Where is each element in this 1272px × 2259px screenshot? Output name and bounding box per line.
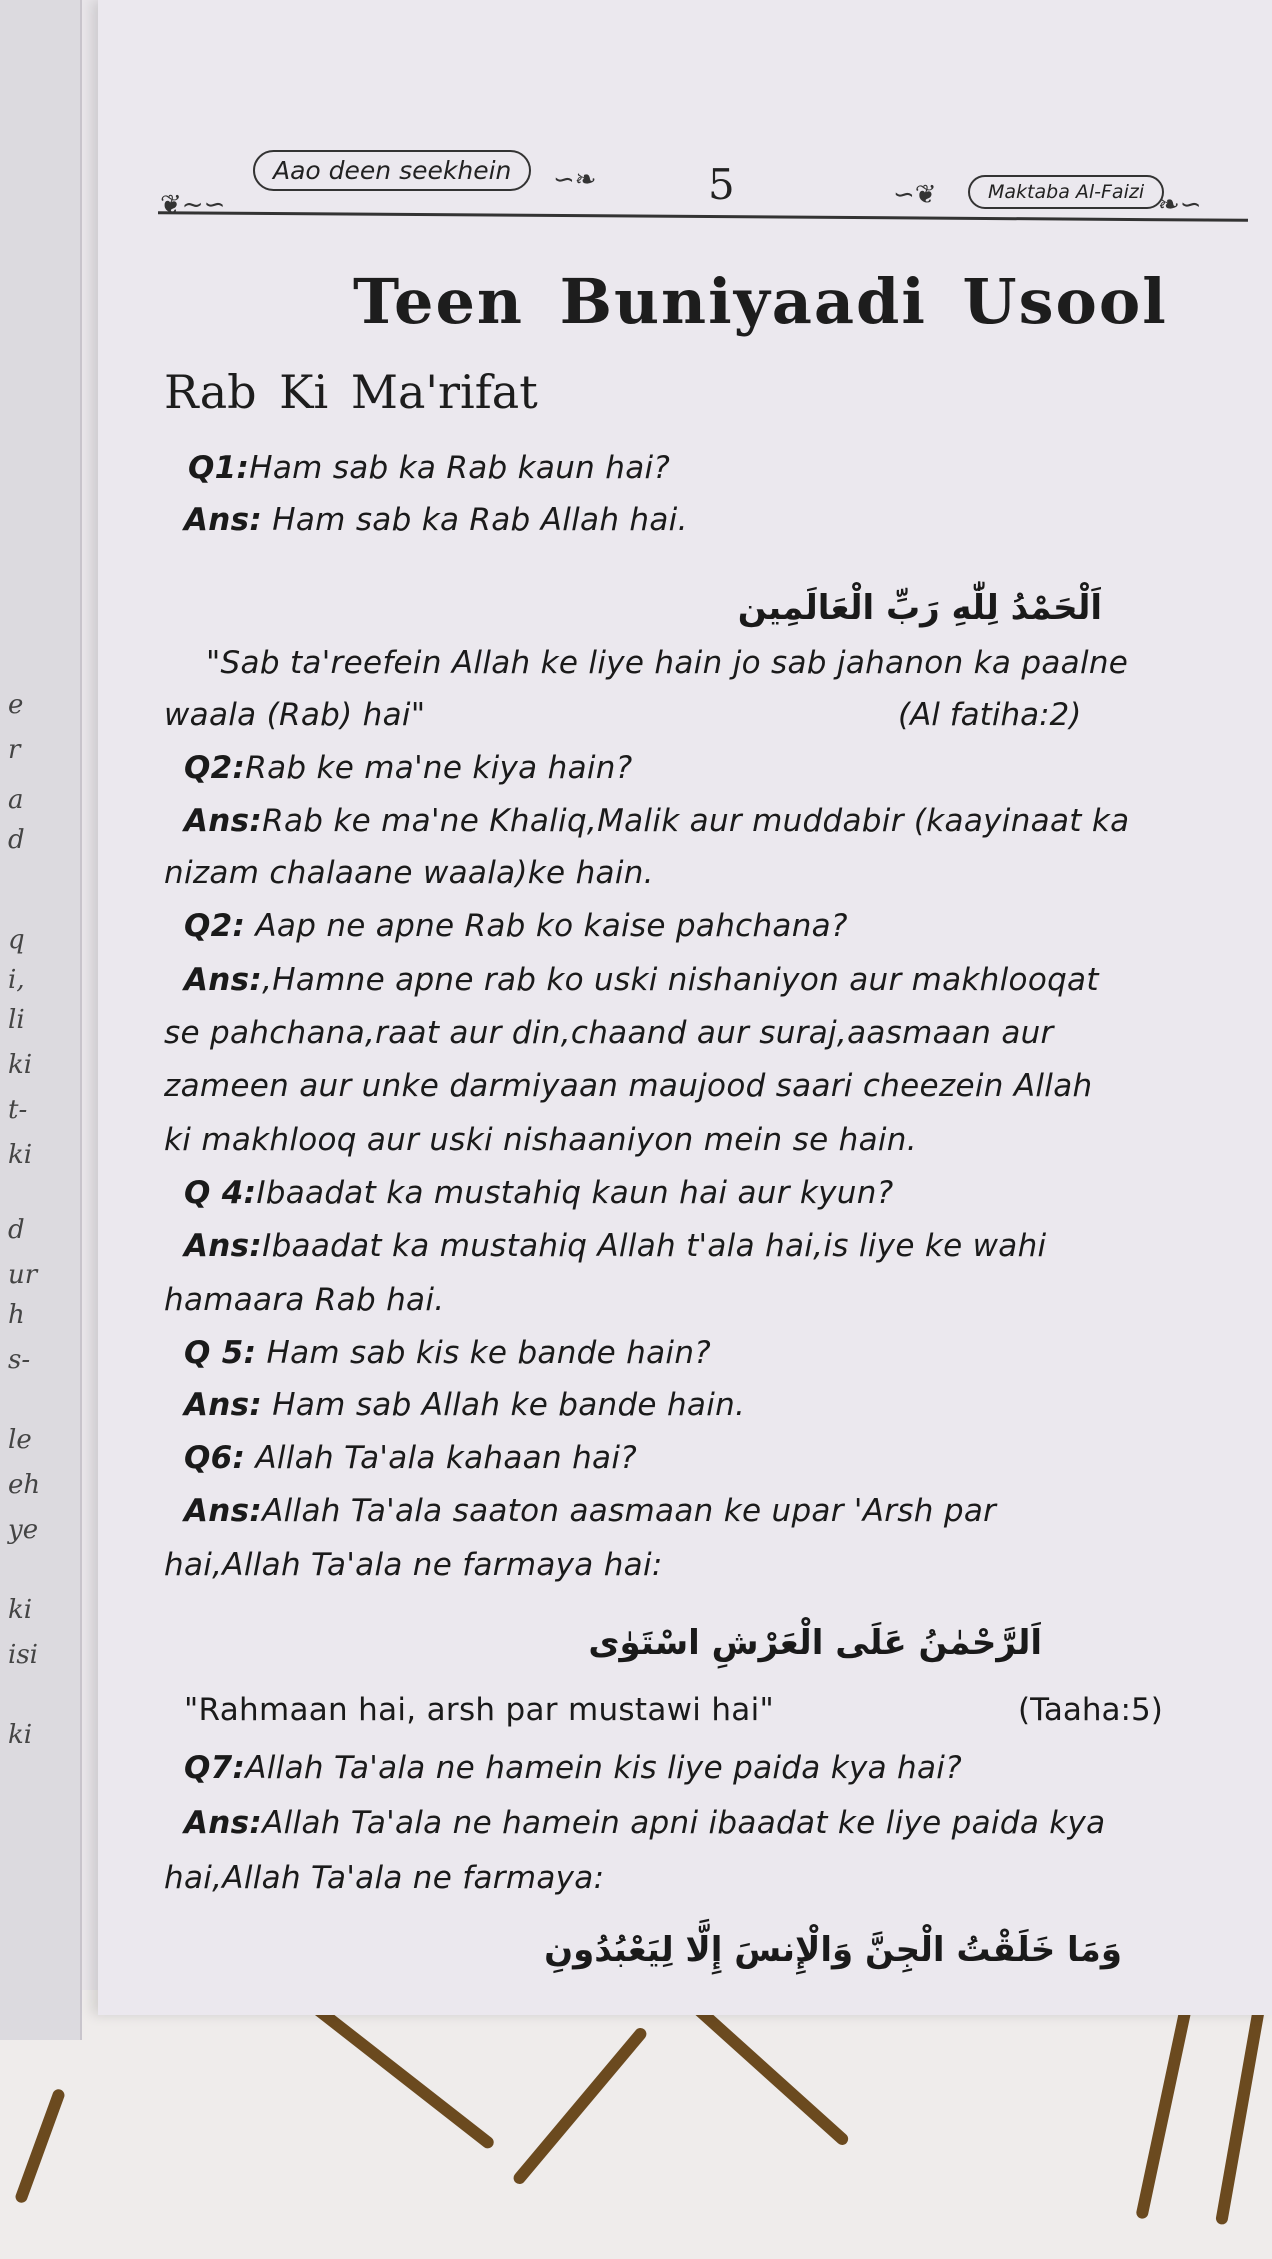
left-page-fragment: isi bbox=[8, 1640, 38, 1670]
question-label: Q 4: bbox=[184, 1175, 257, 1211]
book-page bbox=[98, 0, 1272, 2015]
answer-3 bbox=[184, 962, 1099, 998]
gold-pattern-stroke bbox=[14, 2088, 66, 2205]
left-page-fragment: r bbox=[8, 735, 21, 765]
answer-2 bbox=[184, 803, 1129, 839]
left-page-fragment: li bbox=[8, 1005, 25, 1035]
left-page-fragment: d bbox=[8, 825, 25, 855]
header-publisher: Maktaba Al-Faizi bbox=[968, 175, 1164, 209]
left-facing-page bbox=[0, 0, 82, 2040]
question-text: Allah Ta'ala ne hamein kis liye paida kya hai? bbox=[245, 1750, 962, 1786]
section-heading: Rab Ki Ma'rifat bbox=[164, 365, 538, 419]
table-surface bbox=[0, 1990, 1272, 2259]
question-label: Q2: bbox=[184, 750, 246, 786]
answer-label: Ans: bbox=[184, 1493, 263, 1529]
left-page-fragment: q bbox=[8, 925, 25, 955]
question-text: Ham sab kis ke bande hain? bbox=[256, 1335, 712, 1371]
question-6 bbox=[184, 1440, 637, 1476]
arabic-verse: اَلْحَمْدُ لِلّٰهِ رَبِّ الْعَالَمِين bbox=[737, 588, 1102, 628]
left-page-fragment: ki bbox=[8, 1595, 33, 1625]
left-page-fragment: eh bbox=[8, 1470, 41, 1500]
answer-label: Ans: bbox=[184, 1228, 263, 1264]
question-4 bbox=[184, 1175, 893, 1211]
question-1 bbox=[188, 450, 670, 486]
header-flourish-icon: ∽❧ bbox=[553, 165, 597, 195]
answer-label: Ans: bbox=[184, 962, 263, 998]
answer-1 bbox=[184, 502, 688, 538]
header-flourish-icon: ❧∽ bbox=[1158, 190, 1202, 220]
answer-text: zameen aur unke darmiyaan maujood saari cheezein Allah bbox=[164, 1068, 1093, 1104]
answer-text: Ham sab ka Rab Allah hai. bbox=[262, 502, 688, 538]
answer-text: Ibaadat ka mustahiq Allah t'ala hai,is liye ke wahi bbox=[262, 1228, 1047, 1264]
answer-5 bbox=[184, 1387, 745, 1423]
answer-text: hai,Allah Ta'ala ne farmaya hai: bbox=[164, 1547, 663, 1583]
answer-text: Rab ke ma'ne Khaliq,Malik aur muddabir (kaayinaat ka bbox=[262, 803, 1130, 839]
answer-text: nizam chalaane waala)ke hain. bbox=[164, 855, 654, 891]
question-label: Q6: bbox=[184, 1440, 246, 1476]
verse-reference: (Taaha:5) bbox=[1018, 1692, 1163, 1728]
question-2 bbox=[184, 750, 633, 786]
answer-4 bbox=[184, 1228, 1046, 1264]
answer-text: se pahchana,raat aur din,chaand aur suraj,aasmaan aur bbox=[164, 1015, 1054, 1051]
answer-text: ,Hamne apne rab ko uski nishaniyon aur makhlooqat bbox=[262, 962, 1099, 998]
left-page-fragment: i, bbox=[8, 965, 25, 995]
verse-reference: (Al fatiha:2) bbox=[898, 697, 1082, 733]
page-number: 5 bbox=[708, 160, 735, 209]
answer-text: ki makhlooq aur uski nishaaniyon mein se hain. bbox=[164, 1122, 917, 1158]
question-text: Aap ne apne Rab ko kaise pahchana? bbox=[245, 908, 848, 944]
header-flourish-icon: ❦~∽ bbox=[160, 190, 226, 220]
left-page-fragment: ki bbox=[8, 1140, 33, 1170]
left-page-fragment: ur bbox=[8, 1260, 38, 1290]
left-page-fragment: ki bbox=[8, 1720, 33, 1750]
question-text: Ham sab ka Rab kaun hai? bbox=[249, 450, 671, 486]
left-page-fragment: ye bbox=[8, 1515, 39, 1545]
gold-pattern-stroke bbox=[1215, 2007, 1265, 2226]
question-text: Rab ke ma'ne kiya hain? bbox=[245, 750, 633, 786]
question-text: Ibaadat ka mustahiq kaun hai aur kyun? bbox=[256, 1175, 894, 1211]
gold-pattern-stroke bbox=[511, 2026, 649, 2187]
left-page-fragment: a bbox=[8, 785, 24, 815]
answer-text: Allah Ta'ala ne hamein apni ibaadat ke liye paida kya bbox=[262, 1805, 1106, 1841]
answer-7 bbox=[184, 1805, 1105, 1841]
header-book-title: Aao deen seekhein bbox=[253, 150, 531, 191]
arabic-verse: وَمَا خَلَقْتُ الْجِنَّ وَالْإِنسَ إِلَّا لِيَعْبُدُونِ bbox=[544, 1930, 1122, 1970]
left-page-fragment: t- bbox=[8, 1095, 28, 1125]
answer-text: Ham sab Allah ke bande hain. bbox=[262, 1387, 746, 1423]
question-label: Q1: bbox=[188, 450, 250, 486]
question-text: Allah Ta'ala kahaan hai? bbox=[245, 1440, 637, 1476]
translation-line: waala (Rab) hai" bbox=[164, 697, 426, 733]
translation-line: "Rahmaan hai, arsh par mustawi hai" bbox=[184, 1692, 775, 1728]
translation-line: "Sab ta'reefein Allah ke liye hain jo sab jahanon ka paalne bbox=[206, 645, 1129, 681]
left-page-fragment: d bbox=[8, 1215, 25, 1245]
answer-text: hamaara Rab hai. bbox=[164, 1282, 445, 1318]
question-label: Q 5: bbox=[184, 1335, 257, 1371]
header-flourish-icon: ∽❦ bbox=[893, 180, 937, 210]
left-page-fragment: e bbox=[8, 690, 24, 720]
left-page-fragment: ki bbox=[8, 1050, 33, 1080]
question-label: Q2: bbox=[184, 908, 246, 944]
question-5 bbox=[184, 1335, 711, 1371]
gold-pattern-stroke bbox=[1135, 1992, 1195, 2219]
question-3 bbox=[184, 908, 848, 944]
question-label: Q7: bbox=[184, 1750, 246, 1786]
question-7 bbox=[184, 1750, 962, 1786]
answer-6 bbox=[184, 1493, 996, 1529]
answer-label: Ans: bbox=[184, 502, 263, 538]
answer-label: Ans: bbox=[184, 803, 263, 839]
page-title: Teen Buniyaadi Usool bbox=[353, 265, 1168, 338]
left-page-fragment: le bbox=[8, 1425, 32, 1455]
answer-text: hai,Allah Ta'ala ne farmaya: bbox=[164, 1860, 605, 1896]
header-rule bbox=[158, 211, 1248, 222]
left-page-fragment: h bbox=[8, 1300, 25, 1330]
answer-label: Ans: bbox=[184, 1387, 263, 1423]
answer-label: Ans: bbox=[184, 1805, 263, 1841]
left-page-fragment: s- bbox=[8, 1345, 31, 1375]
arabic-verse: اَلرَّحْمٰنُ عَلَى الْعَرْشِ اسْتَوٰى bbox=[588, 1623, 1042, 1663]
answer-text: Allah Ta'ala saaton aasmaan ke upar 'Arsh par bbox=[262, 1493, 997, 1529]
